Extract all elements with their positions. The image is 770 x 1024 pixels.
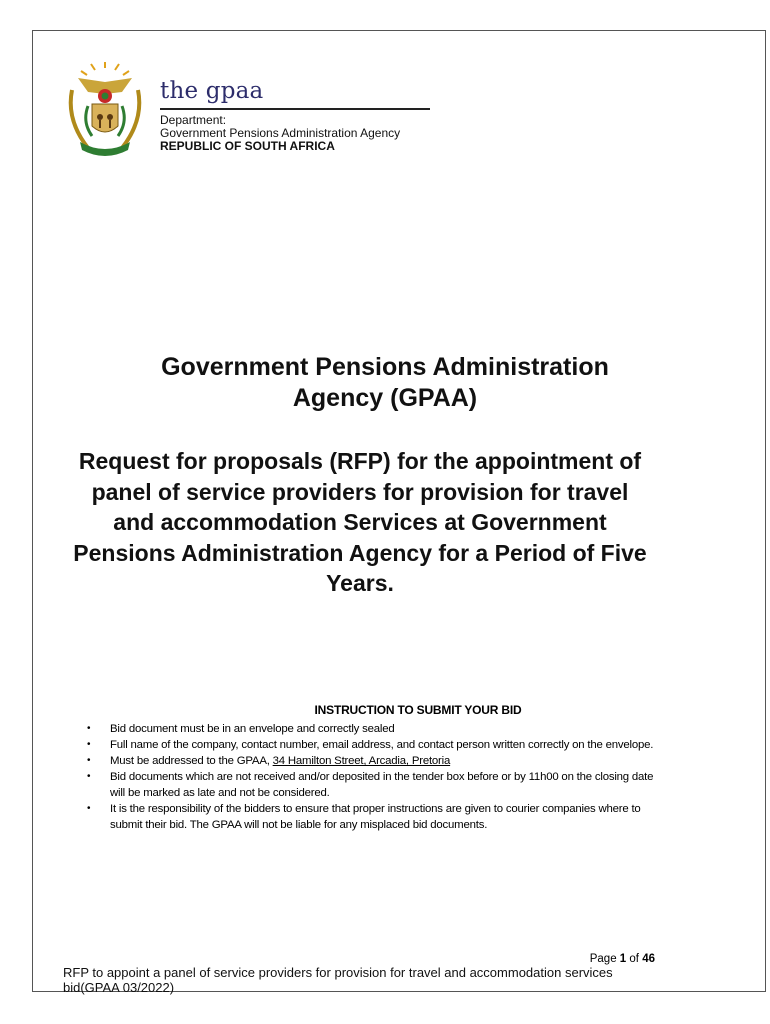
page-of: of (629, 953, 639, 965)
list-item-text: Bid document must be in an envelope and correctly sealed (110, 723, 395, 735)
instructions-heading: INSTRUCTION TO SUBMIT YOUR BID (314, 703, 522, 717)
page-current: 1 (619, 953, 627, 965)
south-africa-coat-of-arms-icon (60, 60, 150, 160)
document-title (0, 352, 770, 414)
instructions-list (83, 721, 658, 833)
document-title-line2: Agency (GPAA) (292, 384, 478, 412)
country-name: REPUBLIC OF SOUTH AFRICA (160, 139, 335, 153)
bullet-icon: • (87, 739, 91, 750)
list-item-text: Full name of the company, contact number, email address, and contact person written correctly on the envelope. (110, 739, 654, 751)
list-item (83, 721, 658, 737)
list-item-text: Must be addressed to the GPAA, (110, 755, 273, 767)
department-label: Department: (160, 113, 227, 127)
page-label: Page (589, 953, 617, 965)
department-name: Government Pensions Administration Agency (160, 126, 401, 140)
address-text: 34 Hamilton Street, Arcadia, Pretoria (272, 755, 451, 767)
list-item (83, 769, 658, 801)
list-item-text: It is the responsibility of the bidders to ensure that proper instructions are given to courier companies where to submit their bid. The GPAA will not be liable for any misplaced bid documents. (110, 803, 641, 831)
rfp-subtitle: Request for proposals (RFP) for the appointment of panel of service providers for provision for travel and accommodation Services at Government Pensions Administration Agency for a Period of Five Years. (73, 448, 647, 596)
footer-text: RFP to appoint a panel of service providers for provision for travel and accommodation services bid(GPAA 03/2022) (63, 965, 613, 995)
page-number (500, 953, 655, 965)
bullet-icon: • (87, 755, 91, 766)
bullet-icon: • (87, 771, 91, 782)
list-item (83, 801, 658, 833)
bullet-icon: • (87, 723, 91, 734)
list-item-text: Bid documents which are not received and/or deposited in the tender box before or by 11h00 on the closing date will be marked as late and not be considered. (110, 771, 654, 799)
bullet-icon: • (87, 803, 91, 814)
agency-brand (160, 78, 430, 153)
page-total: 46 (642, 953, 655, 965)
agency-short-name: the gpaa (160, 78, 264, 104)
list-item (83, 737, 658, 753)
list-item (83, 753, 658, 769)
document-title-line1: Government Pensions Administration (161, 353, 609, 381)
brand-divider (160, 108, 430, 110)
